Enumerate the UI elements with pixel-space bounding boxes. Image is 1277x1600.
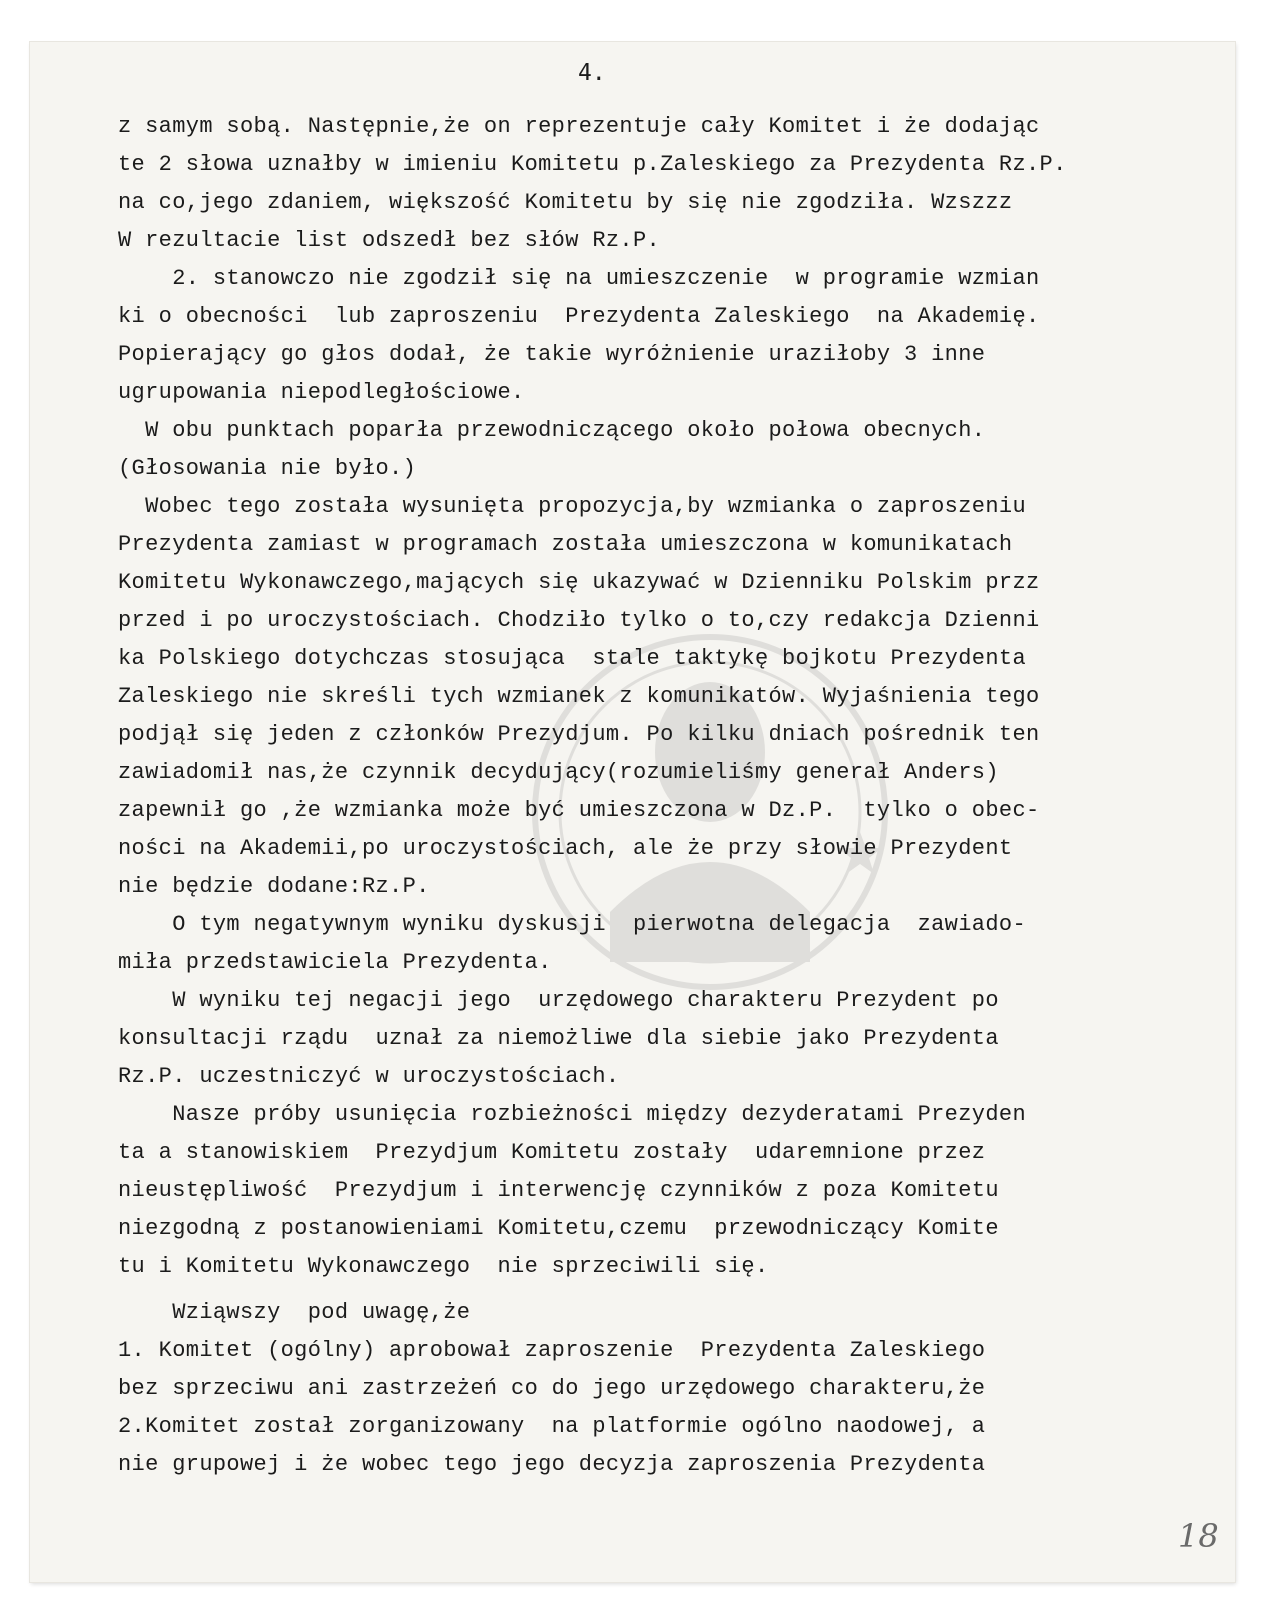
- page-number: 4.: [578, 60, 606, 86]
- text-line: na co,jego zdaniem, większość Komitetu by się nie zgodziła. Wzszzz: [118, 190, 1013, 215]
- text-line: (Głosowania nie było.): [118, 456, 417, 481]
- handwritten-page-number: 18: [1178, 1517, 1219, 1555]
- text-line: przed i po uroczystościach. Chodziło tylko o to,czy redakcja Dzienni: [118, 608, 1040, 633]
- text-line: Nasze próby usunięcia rozbieżności między dezyderatami Prezyden: [118, 1102, 1026, 1127]
- text-line: Wobec tego została wysunięta propozycja,by wzmianka o zaproszeniu: [118, 494, 1026, 519]
- text-line: ki o obecności lub zaproszeniu Prezydenta Zaleskiego na Akademię.: [118, 304, 1040, 329]
- body-text: [118, 108, 1208, 1484]
- text-line: niezgodną z postanowieniami Komitetu,czemu przewodniczący Komite: [118, 1216, 999, 1241]
- text-line: nie będzie dodane:Rz.P.: [118, 874, 430, 899]
- text-line: O tym negatywnym wyniku dyskusji pierwotna delegacja zawiado-: [118, 912, 1026, 937]
- text-line: 2. stanowczo nie zgodził się na umieszczenie w programie wzmian: [118, 266, 1040, 291]
- text-line: Popierający go głos dodał, że takie wyróżnienie uraziłoby 3 inne: [118, 342, 986, 367]
- text-line: Komitetu Wykonawczego,mających się ukazywać w Dzienniku Polskim przz: [118, 570, 1040, 595]
- text-line: nieustępliwość Prezydjum i interwencję czynników z poza Komitetu: [118, 1178, 999, 1203]
- text-line: nie grupowej i że wobec tego jego decyzja zaproszenia Prezydenta: [118, 1452, 986, 1477]
- text-line: Wziąwszy pod uwagę,że: [118, 1300, 471, 1325]
- text-line: 2.Komitet został zorganizowany na platformie ogólno naodowej, a: [118, 1414, 986, 1439]
- text-line: z samym sobą. Następnie,że on reprezentuje cały Komitet i że dodając: [118, 114, 1040, 139]
- text-line: te 2 słowa uznałby w imieniu Komitetu p.Zaleskiego za Prezydenta Rz.P.: [118, 152, 1067, 177]
- text-line: konsultacji rządu uznał za niemożliwe dla siebie jako Prezydenta: [118, 1026, 999, 1051]
- text-line: 1. Komitet (ogólny) aprobował zaproszenie Prezydenta Zaleskiego: [118, 1338, 986, 1363]
- text-line: zawiadomił nas,że czynnik decydujący(rozumieliśmy generał Anders): [118, 760, 999, 785]
- text-line: W rezultacie list odszedł bez słów Rz.P.: [118, 228, 661, 253]
- text-line: bez sprzeciwu ani zastrzeżeń co do jego urzędowego charakteru,że: [118, 1376, 986, 1401]
- text-line: podjął się jeden z członków Prezydjum. Po kilku dniach pośrednik ten: [118, 722, 1040, 747]
- text-line: ności na Akademii,po uroczystościach, ale że przy słowie Prezydent: [118, 836, 1013, 861]
- text-line: ka Polskiego dotychczas stosująca stale taktykę bojkotu Prezydenta: [118, 646, 1026, 671]
- text-line: ta a stanowiskiem Prezydjum Komitetu zostały udaremnione przez: [118, 1140, 986, 1165]
- text-line: W obu punktach poparła przewodniczącego około połowa obecnych.: [118, 418, 986, 443]
- text-line: zapewnił go ,że wzmianka może być umieszczona w Dz.P. tylko o obec-: [118, 798, 1040, 823]
- text-line: Zaleskiego nie skreśli tych wzmianek z komunikatów. Wyjaśnienia tego: [118, 684, 1040, 709]
- text-line: Rz.P. uczestniczyć w uroczystościach.: [118, 1064, 620, 1089]
- document-page: [30, 42, 1235, 1582]
- text-line: ugrupowania niepodległościowe.: [118, 380, 525, 405]
- text-line: tu i Komitetu Wykonawczego nie sprzeciwili się.: [118, 1254, 769, 1279]
- text-line: W wyniku tej negacji jego urzędowego charakteru Prezydent po: [118, 988, 999, 1013]
- text-line: Prezydenta zamiast w programach została umieszczona w komunikatach: [118, 532, 1013, 557]
- text-line: miła przedstawiciela Prezydenta.: [118, 950, 552, 975]
